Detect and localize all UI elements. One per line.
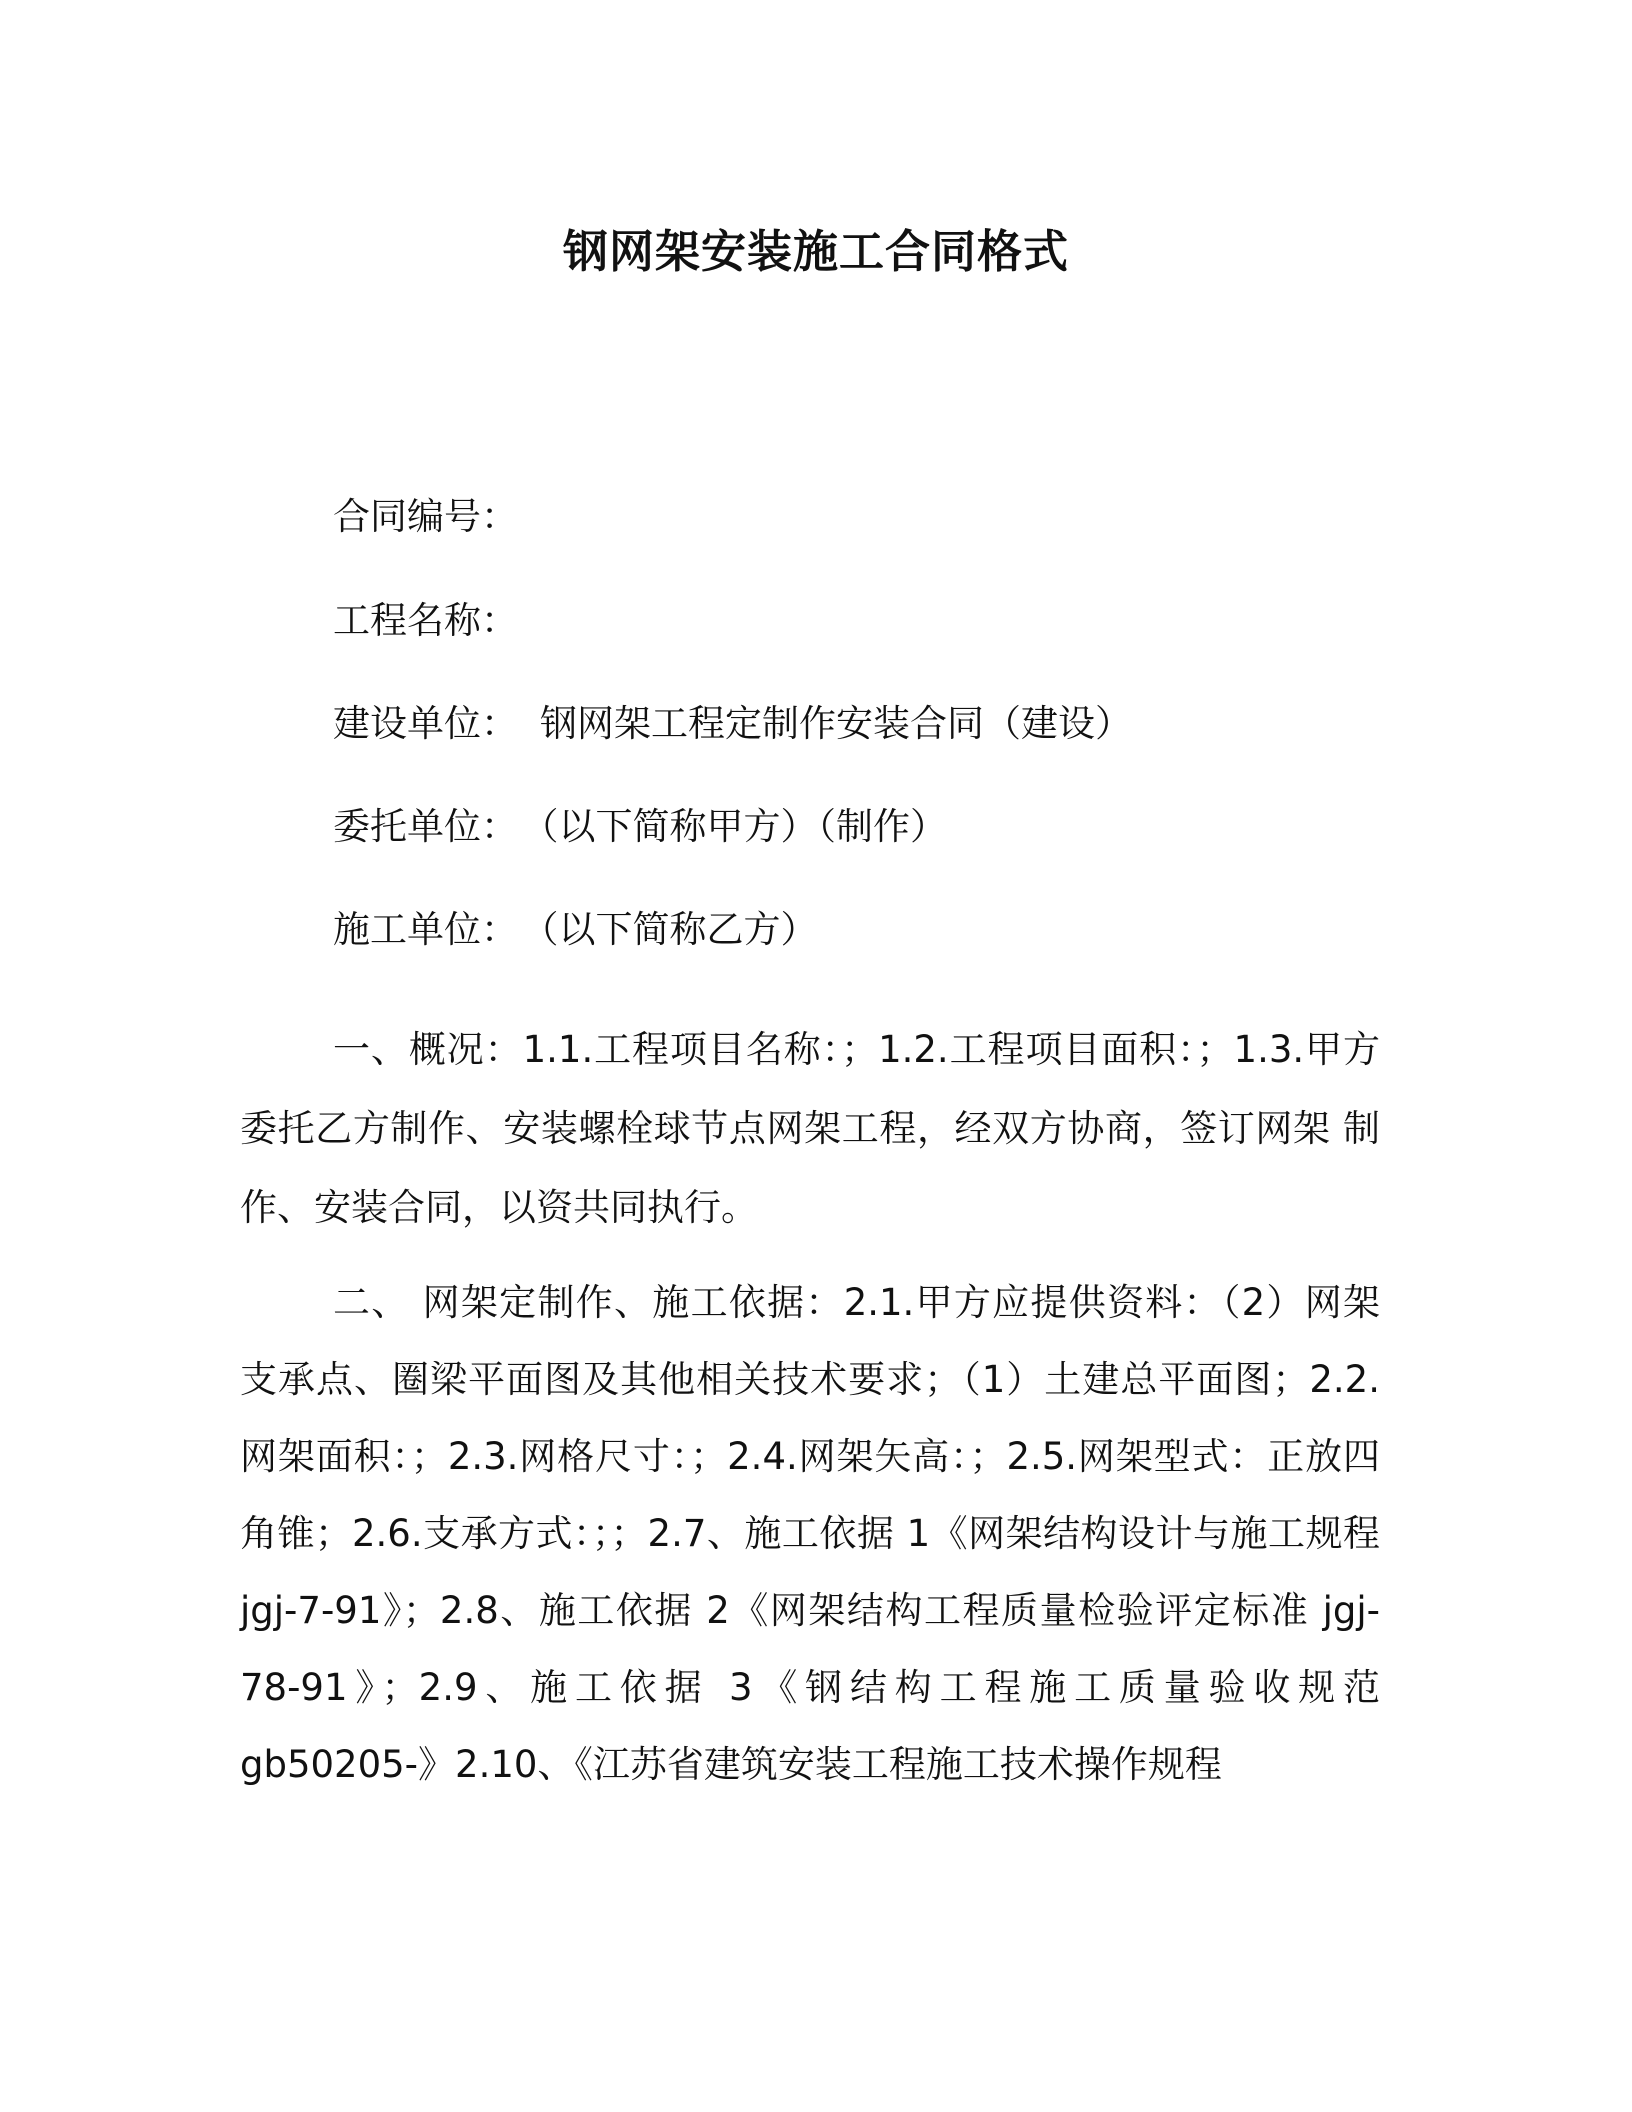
field-project-name (333, 596, 540, 646)
field-label: 建设单位： (333, 702, 518, 745)
section-basis-paragraph: 二、 网架定制作、施工依据：2.1.甲方应提供资料：（2）网架支承点、圈梁平面图及其他相关技术要求；（1）土建总平面图；2.2.网架面积：；2.3.网格尺寸：；2.4.网架矢高：；2.5.网架型式：正放四角锥；2.6.支承方式：；；2.7、施工依据 1《网架结构设计与施工规程 jgj-7-91》；2.8、施工依据 2《网架结构工程质量检验评定标准 jgj-78-91》；2.9、施工依据 3《钢结构工程施工质量验收规范 gb50205-》2.10、《江苏省建筑安装工程施工技术操作规程 (240, 1281, 1380, 1786)
field-value: （以下简称甲方）（制作） (540, 805, 947, 848)
field-contract-number (333, 492, 540, 542)
field-label: 委托单位： (333, 805, 518, 848)
field-label: 合同编号： (333, 495, 518, 538)
field-client-unit (333, 802, 947, 852)
field-label: 工程名称： (333, 599, 518, 642)
field-value: （以下简称乙方） (540, 908, 818, 951)
field-label: 施工单位： (333, 908, 518, 951)
field-construction-unit (333, 699, 1132, 749)
field-contractor-unit (333, 905, 818, 955)
field-value: 钢网架工程定制作安装合同（建设） (540, 702, 1132, 745)
document-title: 钢网架安装施工合同格式 (562, 225, 1069, 278)
section-overview-paragraph: 一、概况：1.1.工程项目名称：；1.2.工程项目面积：；1.3.甲方委托乙方制作、安装螺栓球节点网架工程，经双方协商，签订网架 制作、安装合同，以资共同执行。 (240, 1028, 1380, 1229)
